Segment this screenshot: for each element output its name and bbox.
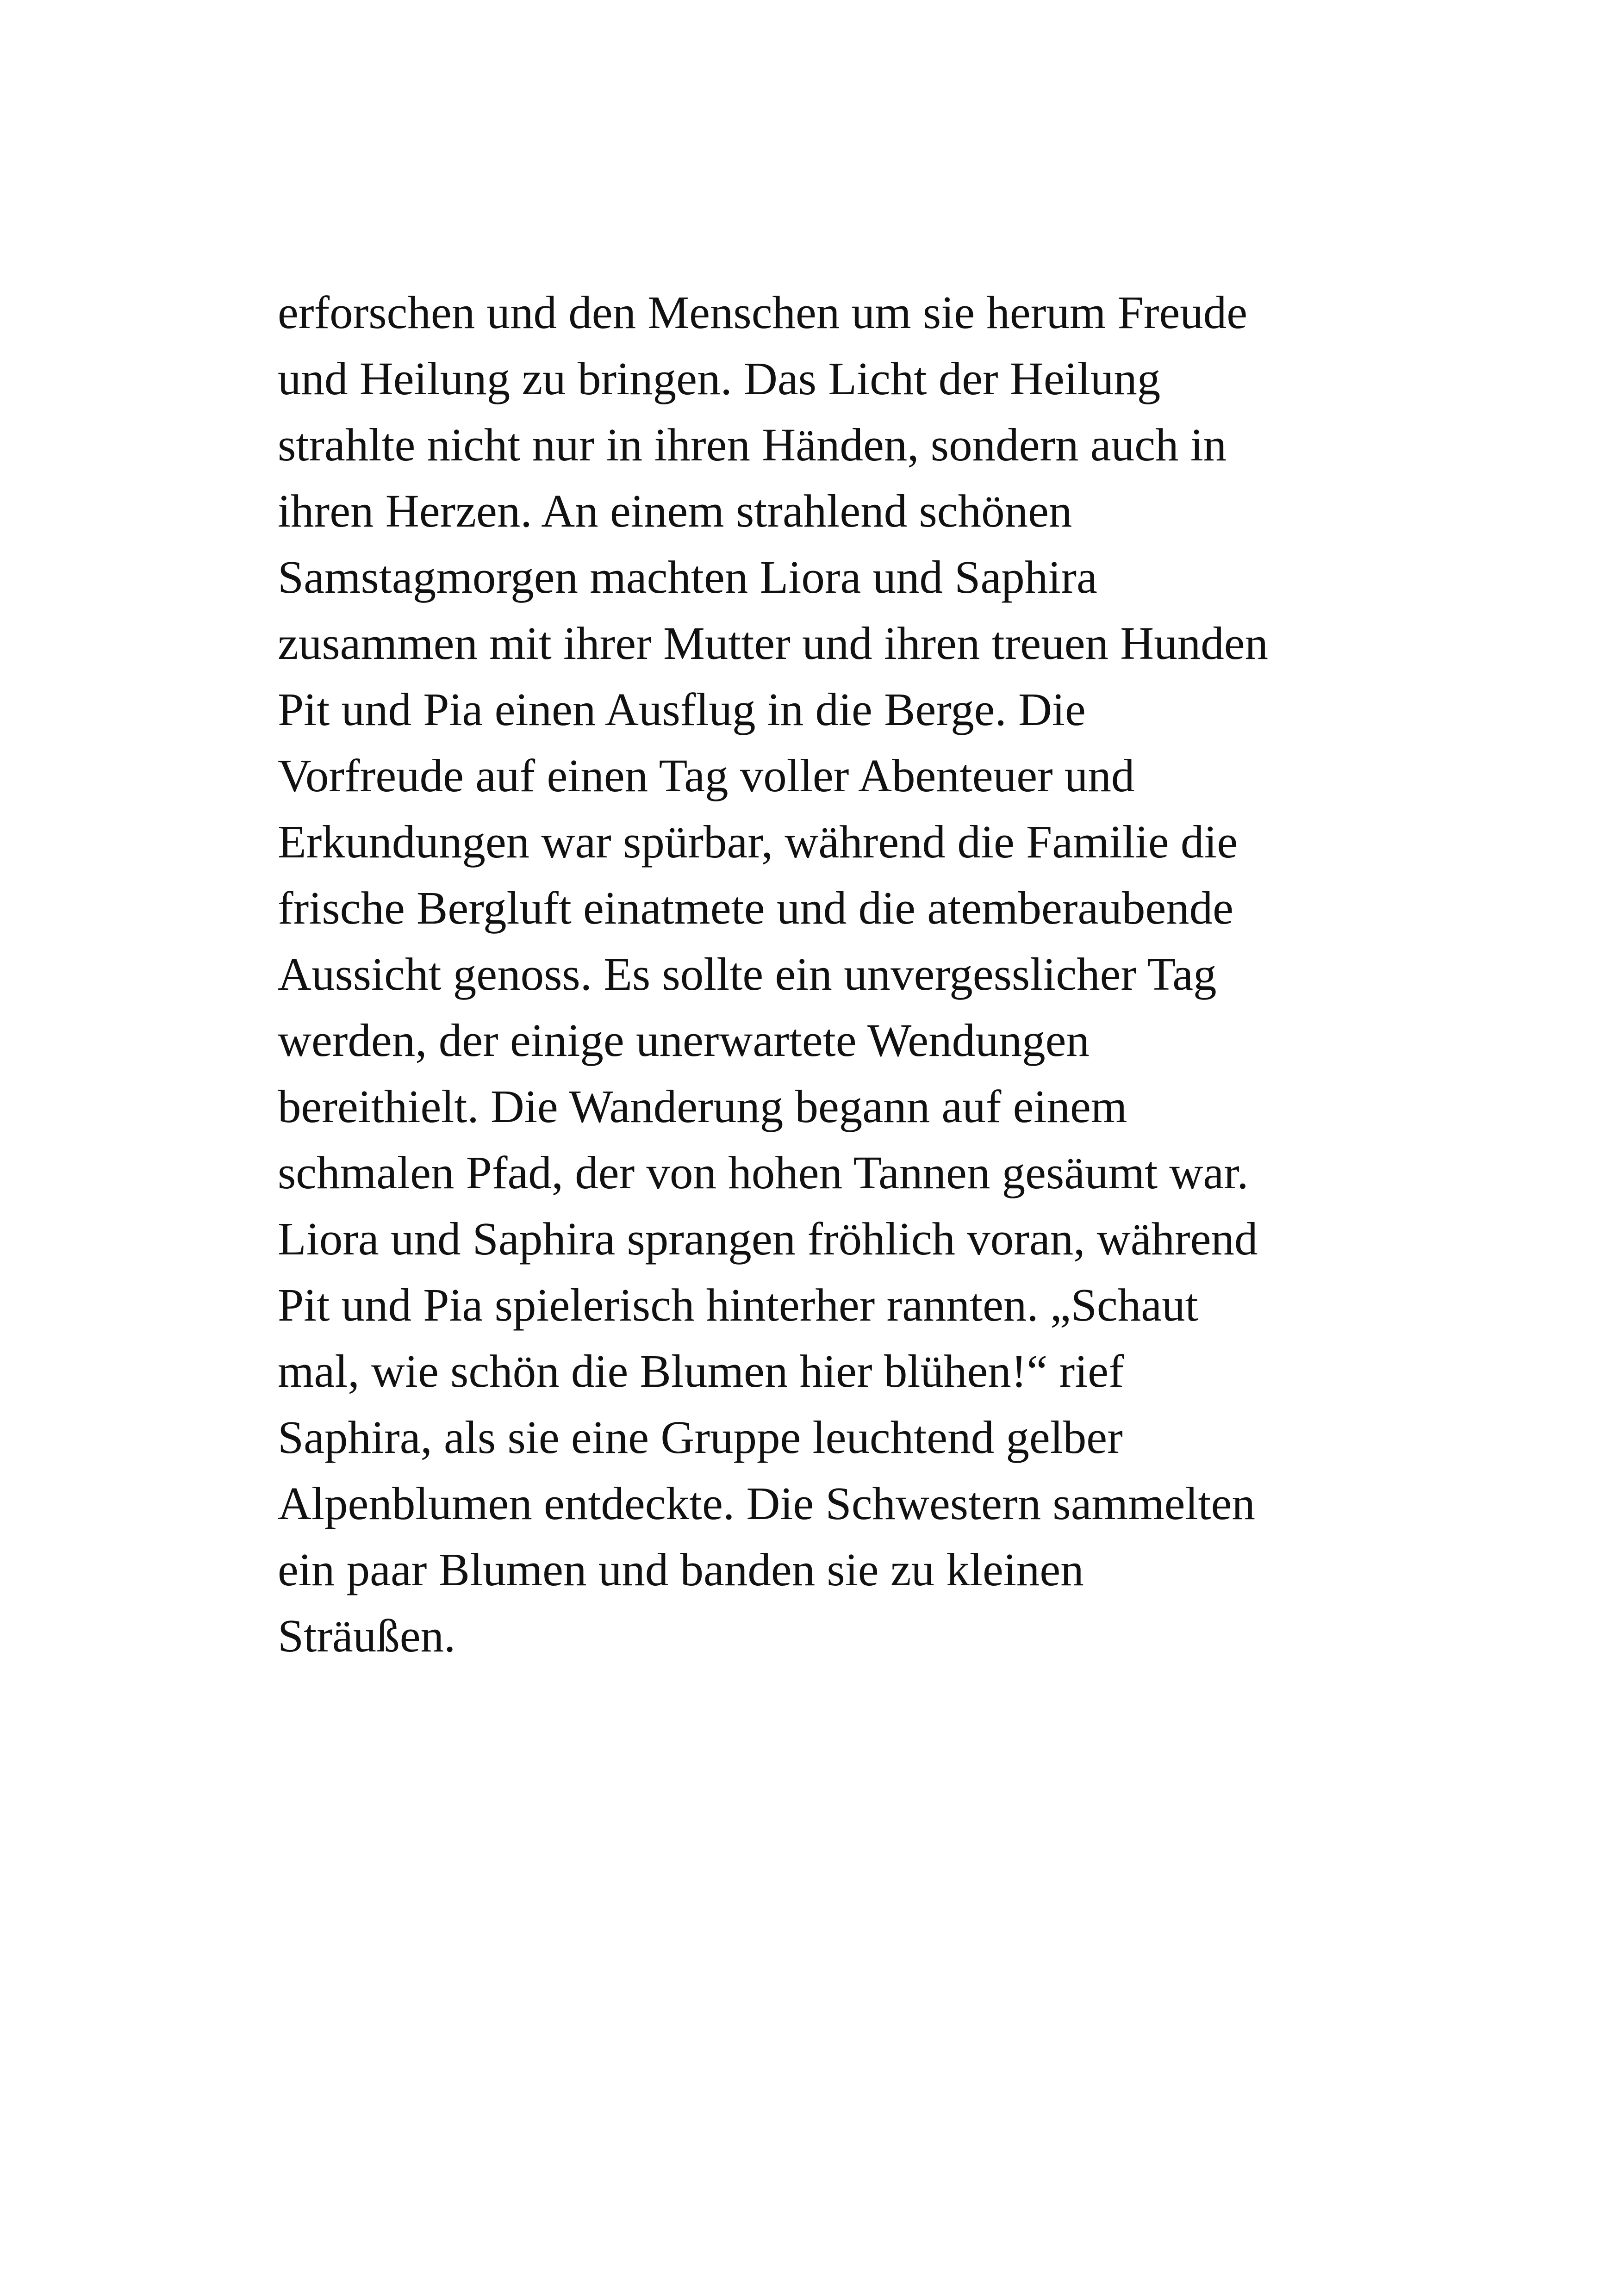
text-line: Erkundungen war spürbar, während die Familie die [278,816,1238,868]
body-text [278,279,1435,1669]
text-line: ein paar Blumen und banden sie zu kleinen [278,1544,1084,1595]
text-line: und Heilung zu bringen. Das Licht der Heilung [278,353,1161,404]
text-line: frische Bergluft einatmete und die atemberaubende [278,882,1233,934]
text-line: bereithielt. Die Wanderung begann auf einem [278,1080,1127,1132]
text-line: strahlte nicht nur in ihren Händen, sondern auch in [278,419,1227,471]
text-line: Pit und Pia spielerisch hinterher rannten. „Schaut [278,1279,1198,1331]
text-line: mal, wie schön die Blumen hier blühen!“ rief [278,1345,1124,1397]
text-line: Sträußen. [278,1610,456,1662]
text-line: Vorfreude auf einen Tag voller Abenteuer und [278,750,1135,801]
text-line: zusammen mit ihrer Mutter und ihren treuen Hunden [278,617,1269,669]
text-line: ihren Herzen. An einem strahlend schönen [278,485,1072,537]
text-line: Alpenblumen entdeckte. Die Schwestern sammelten [278,1477,1255,1529]
text-line: Liora und Saphira sprangen fröhlich voran, während [278,1213,1258,1265]
text-line: Aussicht genoss. Es sollte ein unvergesslicher Tag [278,948,1217,1000]
text-line: Pit und Pia einen Ausflug in die Berge. Die [278,683,1086,735]
text-line: Saphira, als sie eine Gruppe leuchtend gelber [278,1411,1123,1463]
text-line: schmalen Pfad, der von hohen Tannen gesäumt war. [278,1147,1249,1198]
text-line: erforschen und den Menschen um sie herum Freude [278,286,1248,338]
text-line: werden, der einige unerwartete Wendungen [278,1014,1090,1066]
text-line: Samstagmorgen machten Liora und Saphira [278,551,1097,603]
